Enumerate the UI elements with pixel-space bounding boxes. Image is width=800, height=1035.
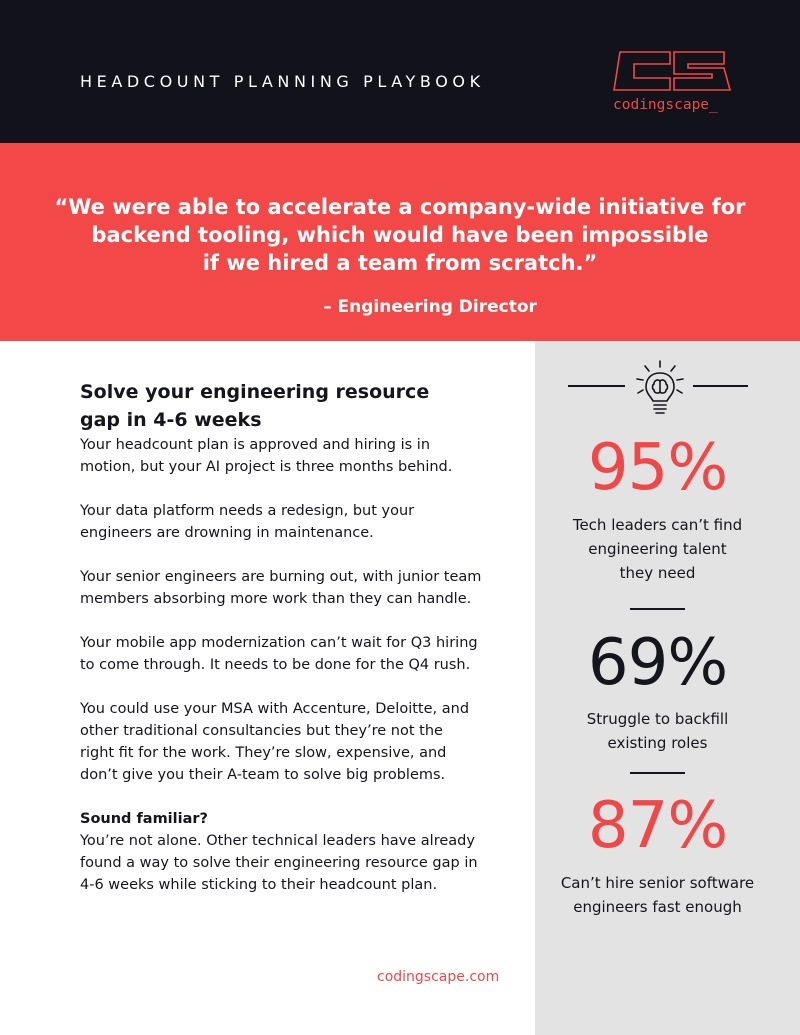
testimonial-quote bbox=[40, 193, 760, 277]
paragraph-line: Your headcount plan is approved and hiring is in bbox=[80, 437, 431, 453]
paragraph-line: Your mobile app modernization can’t wait for Q3 hiring bbox=[80, 635, 478, 651]
stat-label-line: Struggle to backfill bbox=[586, 710, 729, 728]
paragraph-line: You could use your MSA with Accenture, Deloitte, and bbox=[80, 701, 470, 717]
heading-line: Solve your engineering resource bbox=[80, 381, 430, 403]
quote-line: if we hired a team from scratch.” bbox=[202, 251, 598, 275]
paragraph-line: found a way to solve their engineering resource gap in bbox=[80, 855, 478, 871]
stat-label bbox=[535, 707, 780, 755]
stat-label-line: existing roles bbox=[607, 734, 708, 752]
paragraph-line: members absorbing more work than they can handle. bbox=[80, 591, 472, 607]
paragraph-line: motion, but your AI project is three months behind. bbox=[80, 459, 453, 475]
paragraph bbox=[80, 434, 520, 478]
stat-label-line: engineering talent bbox=[588, 540, 727, 558]
stat-label-line: engineers fast enough bbox=[573, 898, 742, 916]
decorative-line-left bbox=[568, 385, 625, 387]
paragraph-line: Your senior engineers are burning out, with junior team bbox=[80, 569, 482, 585]
heading-line: gap in 4-6 weeks bbox=[80, 409, 262, 431]
main-content bbox=[80, 378, 520, 896]
paragraph bbox=[80, 566, 520, 610]
cs-logo-icon bbox=[612, 50, 732, 98]
codingscape-logo bbox=[612, 50, 732, 122]
stat-divider bbox=[630, 772, 685, 774]
stats-sidebar bbox=[535, 341, 800, 1035]
decorative-line-right bbox=[693, 385, 748, 387]
logo-wordmark: codingscape_ bbox=[613, 97, 718, 113]
paragraph bbox=[80, 500, 520, 544]
paragraph-line: to come through. It needs to be done for the Q4 rush. bbox=[80, 657, 471, 673]
stat-value: 69% bbox=[587, 626, 728, 700]
quote-line: backend tooling, which would have been impossible bbox=[91, 223, 709, 247]
quote-attribution: – Engineering Director bbox=[323, 297, 537, 317]
paragraph bbox=[80, 632, 520, 676]
stat-divider bbox=[630, 608, 685, 610]
testimonial-band bbox=[0, 143, 800, 341]
paragraph-line: engineers are drowning in maintenance. bbox=[80, 525, 374, 541]
lightbulb-brain-icon bbox=[635, 359, 685, 419]
quote-line: “We were able to accelerate a company-wide initiative for bbox=[54, 195, 746, 219]
paragraph-line: 4-6 weeks while sticking to their headcount plan. bbox=[80, 877, 438, 893]
paragraph-line: don’t give you their A-team to solve big problems. bbox=[80, 767, 446, 783]
stat-label-line: they need bbox=[619, 564, 696, 582]
stat-label-line: Tech leaders can’t find bbox=[572, 516, 743, 534]
stat-value: 95% bbox=[587, 431, 728, 505]
paragraph-line: Your data platform needs a redesign, but your bbox=[80, 503, 415, 519]
stat-label bbox=[535, 871, 780, 919]
paragraph-line: right fit for the work. They’re slow, expensive, and bbox=[80, 745, 447, 761]
website-link[interactable]: codingscape.com bbox=[377, 969, 500, 985]
paragraph-line: other traditional consultancies but they’re not the bbox=[80, 723, 443, 739]
stat-label-line: Can’t hire senior software bbox=[560, 874, 755, 892]
stat-value: 87% bbox=[587, 789, 728, 863]
document-title: HEADCOUNT PLANNING PLAYBOOK bbox=[80, 72, 485, 91]
header-bar bbox=[0, 0, 800, 143]
stat-label bbox=[535, 513, 780, 585]
paragraph-line: You’re not alone. Other technical leaders have already bbox=[80, 833, 475, 849]
subheading: Sound familiar? bbox=[80, 811, 208, 827]
closing-paragraph bbox=[80, 830, 520, 896]
paragraph bbox=[80, 698, 520, 786]
section-heading bbox=[80, 378, 520, 434]
